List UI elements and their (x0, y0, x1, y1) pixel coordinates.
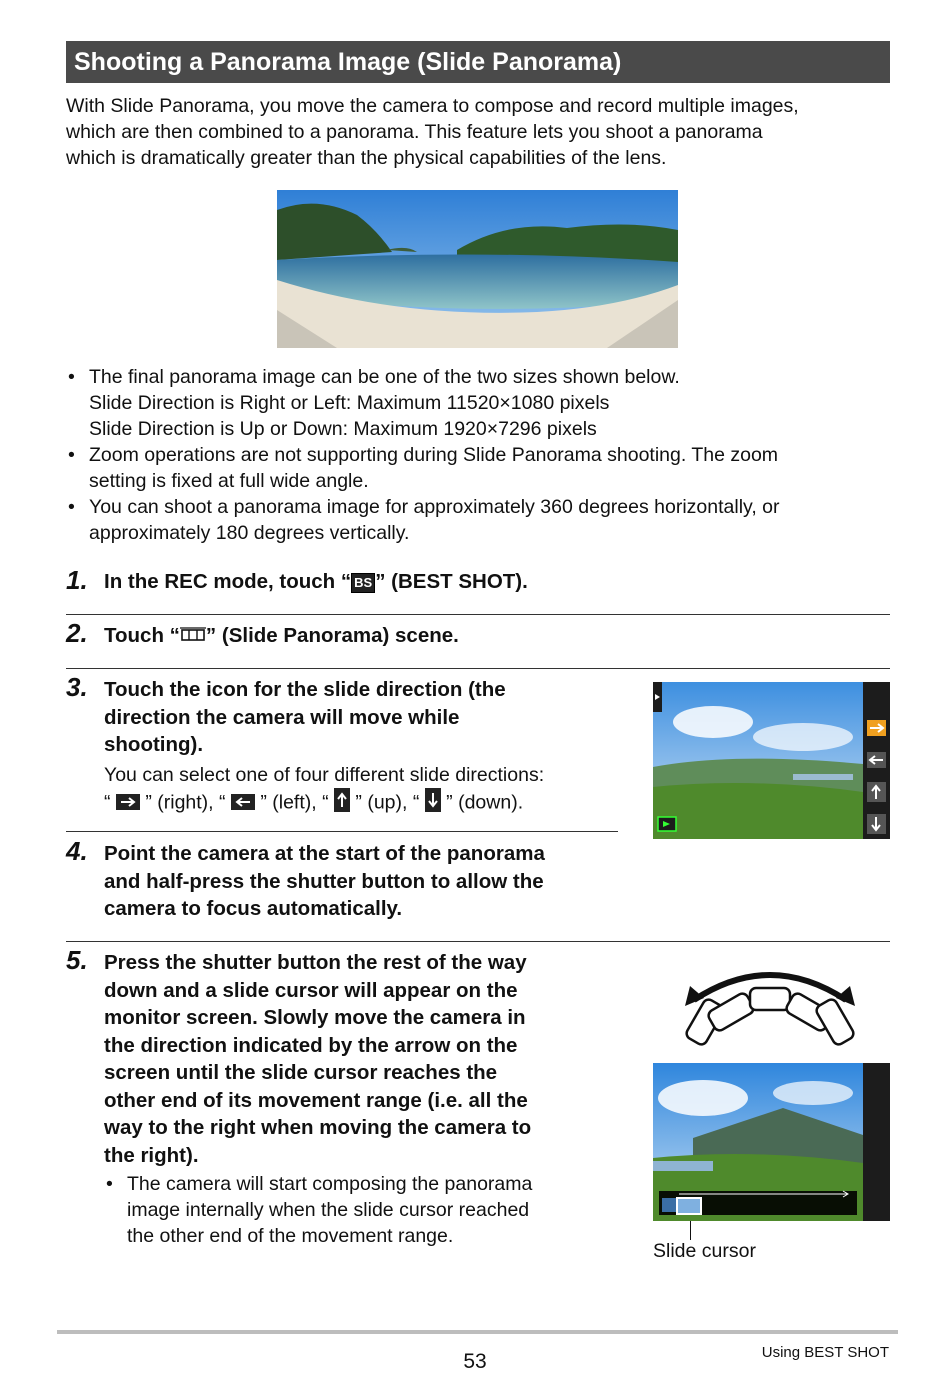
best-shot-icon: BS (351, 573, 375, 593)
caption-leader-line (690, 1221, 691, 1240)
intro-line: which is dramatically greater than the physical capabilities of the lens. (66, 147, 667, 169)
step-3-number: 3. (66, 672, 88, 702)
text-fragment: ” (down). (440, 791, 524, 814)
step-3-head-line: shooting). (104, 733, 204, 756)
step-1-number: 1. (66, 565, 88, 595)
step-3-head-line: direction the camera will move while (104, 705, 460, 729)
step-5-number: 5. (66, 945, 88, 975)
bullet-item (66, 364, 896, 442)
sub-bullet-line: the other end of the movement range. (127, 1225, 454, 1247)
step-4-number: 4. (66, 836, 88, 866)
step-4-head-line: camera to focus automatically. (104, 897, 403, 920)
step-2-post: ” (Slide Panorama) scene. (205, 624, 459, 647)
info-bullets (66, 364, 896, 546)
step-5-head-line: screen until the slide cursor reaches the (104, 1061, 498, 1084)
sub-bullet-line: image internally when the slide cursor reached (127, 1199, 530, 1221)
panorama-example-photo (277, 190, 678, 348)
step-5-head-line: down and a slide cursor will appear on the (104, 978, 518, 1002)
step-5-head-line: the direction indicated by the arrow on the (104, 1033, 518, 1057)
step-5-head-line: way to the right when moving the camera to (104, 1116, 532, 1139)
step-5-head-line: the right). (104, 1143, 199, 1167)
text-fragment: “ (104, 791, 116, 814)
step-4-heading (104, 840, 624, 923)
step-1-pre: In the REC mode, touch “ (104, 570, 352, 593)
section-title: Shooting a Panorama Image (Slide Panorama) (66, 41, 890, 83)
bullet-line: approximately 180 degrees vertically. (89, 522, 410, 544)
text-fragment: ” (right), “ (139, 791, 231, 814)
arrow-down-icon (425, 788, 441, 819)
divider (66, 831, 618, 832)
step-3-body (104, 762, 624, 819)
sub-bullet-line: The camera will start composing the panorama (127, 1173, 533, 1195)
page-number: 53 (463, 1350, 487, 1373)
divider (66, 668, 890, 669)
divider (66, 614, 890, 615)
arrow-left-icon (231, 791, 255, 817)
step-5-head-line: other end of its movement range (i.e. all the (104, 1088, 528, 1112)
bullet-mark: • (68, 366, 75, 388)
step-5-sub-bullet (104, 1171, 604, 1249)
step-5-heading (104, 949, 614, 1169)
footer-section-name: Using BEST SHOT (761, 1344, 889, 1361)
step-3-body-line: You can select one of four different slide directions: (104, 764, 545, 786)
bullet-item (66, 494, 896, 546)
step-5-head-line: monitor screen. Slowly move the camera in (104, 1006, 526, 1029)
bullet-line: The final panorama image can be one of the two sizes shown below. (89, 366, 680, 388)
bullet-line: Zoom operations are not supporting during Slide Panorama shooting. The zoom (89, 444, 779, 466)
step-1-text (104, 568, 528, 596)
intro-line: which are then combined to a panorama. This feature lets you shoot a panorama (66, 121, 763, 143)
slide-cursor-caption: Slide cursor (653, 1240, 756, 1262)
bullet-line: Slide Direction is Right or Left: Maximum 11520×1080 pixels (89, 392, 610, 414)
camera-sweep-illustration (680, 960, 860, 1050)
bullet-line: Slide Direction is Up or Down: Maximum 1920×7296 pixels (89, 418, 597, 440)
text-fragment: ” (up), “ (350, 791, 425, 814)
step-3-head-line: Touch the icon for the slide direction (the (104, 678, 506, 701)
slide-cursor-screen (653, 1063, 890, 1221)
step-2-number: 2. (66, 618, 88, 648)
bullet-mark: • (68, 444, 75, 466)
step-4-head-line: Point the camera at the start of the panorama (104, 842, 545, 865)
bullet-line: setting is fixed at full wide angle. (89, 470, 369, 492)
step-4-head-line: and half-press the shutter button to allow the (104, 869, 544, 893)
bullet-line: You can shoot a panorama image for approximately 360 degrees horizontally, or (89, 496, 780, 518)
bullet-item (66, 442, 896, 494)
step-3-heading (104, 676, 624, 759)
divider (66, 941, 890, 942)
step-2-pre: Touch “ (104, 624, 180, 647)
step-2-text (104, 622, 459, 650)
direction-select-screen (653, 682, 890, 839)
footer-divider (57, 1330, 898, 1334)
slide-panorama-icon (180, 623, 206, 651)
text-fragment: ” (left), “ (254, 791, 334, 814)
intro-paragraph (66, 93, 896, 171)
step-5-head-line: Press the shutter button the rest of the way (104, 951, 527, 974)
bullet-mark: • (68, 496, 75, 518)
direction-icons-line (104, 788, 624, 819)
arrow-up-icon (334, 788, 350, 819)
step-1-post: ” (BEST SHOT). (375, 570, 528, 593)
arrow-right-icon (116, 791, 140, 817)
intro-line: With Slide Panorama, you move the camera to compose and record multiple images, (66, 95, 799, 117)
bullet-mark: • (106, 1173, 113, 1195)
